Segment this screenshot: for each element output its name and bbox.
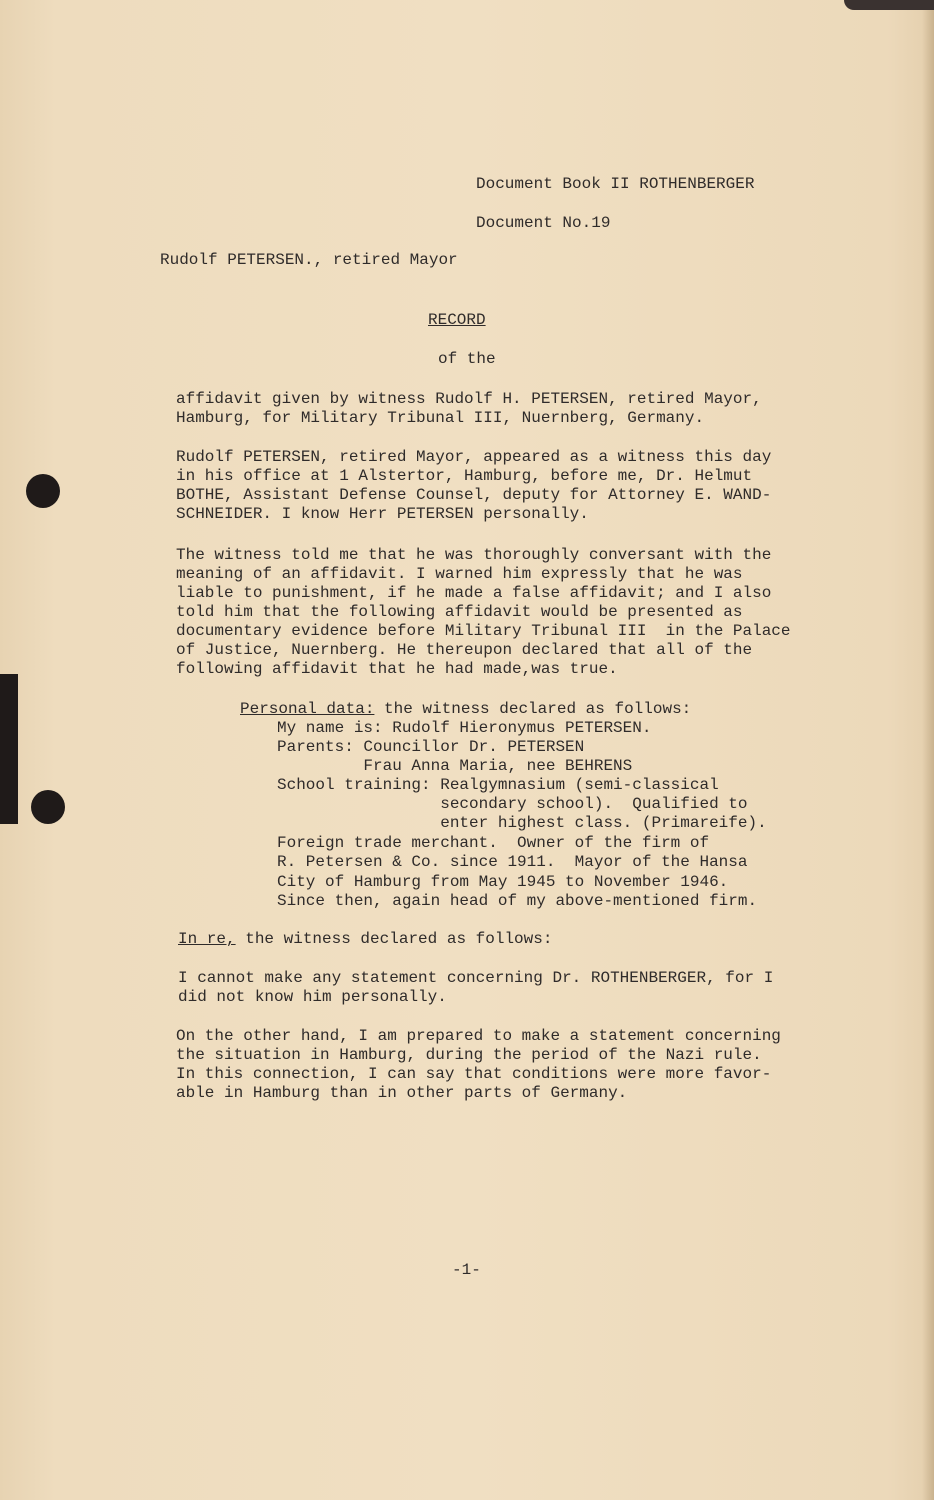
in-re-label: In re, — [178, 930, 236, 948]
in-re-text: the witness declared as follows: — [235, 930, 553, 948]
subject-line: Rudolf PETERSEN., retired Mayor — [160, 251, 458, 269]
text-line: The witness told me that he was thoroughly conversant with the — [176, 546, 772, 564]
text-line: On the other hand, I am prepared to make a statement concerning — [176, 1027, 781, 1045]
text-line: BOTHE, Assistant Defense Counsel, deputy for Attorney E. WAND- — [176, 486, 772, 504]
personal-data-line: R. Petersen & Co. since 1911. Mayor of the Hansa — [277, 853, 748, 871]
personal-data-line: Since then, again head of my above-mentioned firm. — [277, 892, 758, 910]
text-line: able in Hamburg than in other parts of Germany. — [176, 1084, 628, 1102]
in-re-heading — [178, 929, 552, 949]
text-line: Rudolf PETERSEN, retired Mayor, appeared as a witness this day — [176, 448, 772, 466]
document-book-label: Document Book II ROTHENBERGER — [476, 175, 755, 193]
text-line: SCHNEIDER. I know Herr PETERSEN personally. — [176, 505, 589, 523]
personal-data-heading — [240, 699, 691, 719]
record-title: RECORD — [428, 311, 486, 329]
text-line: of Justice, Nuernberg. He thereupon declared that all of the — [176, 641, 753, 659]
text-line: the situation in Hamburg, during the period of the Nazi rule. — [176, 1046, 762, 1064]
page-edge-shadow — [922, 0, 934, 1500]
personal-data-line: secondary school). Qualified to — [277, 795, 748, 813]
top-corner-damage — [844, 0, 934, 10]
punch-hole-top — [26, 474, 60, 508]
text-line: I cannot make any statement concerning Dr. ROTHENBERGER, for I — [178, 969, 774, 987]
text-line: Hamburg, for Military Tribunal III, Nuernberg, Germany. — [176, 409, 705, 427]
document-number: Document No.19 — [476, 214, 611, 232]
personal-data-line: enter highest class. (Primareife). — [277, 814, 767, 832]
personal-data-line: City of Hamburg from May 1945 to November 1946. — [277, 873, 729, 891]
binder-clip — [0, 674, 18, 824]
text-line: meaning of an affidavit. I warned him expressly that he was — [176, 565, 743, 583]
personal-data-line: Foreign trade merchant. Owner of the firm of — [277, 834, 710, 852]
personal-data-line: Frau Anna Maria, nee BEHRENS — [277, 757, 633, 775]
personal-data-line: School training: Realgymnasium (semi-classical — [277, 776, 719, 794]
text-line: liable to punishment, if he made a false affidavit; and I also — [176, 584, 772, 602]
page-number: -1- — [452, 1261, 481, 1279]
personal-data-line: My name is: Rudolf Hieronymus PETERSEN. — [277, 719, 652, 737]
text-line: did not know him personally. — [178, 988, 447, 1006]
personal-data-intro: the witness declared as follows: — [374, 700, 692, 718]
text-line: documentary evidence before Military Tribunal III in the Palace — [176, 622, 791, 640]
punch-hole-bottom — [31, 790, 65, 824]
text-line: In this connection, I can say that conditions were more favor- — [176, 1065, 772, 1083]
text-line: following affidavit that he had made,was true. — [176, 660, 618, 678]
personal-data-line: Parents: Councillor Dr. PETERSEN — [277, 738, 585, 756]
text-line: told him that the following affidavit would be presented as — [176, 603, 743, 621]
personal-data-label: Personal data: — [240, 700, 375, 718]
text-line: in his office at 1 Alstertor, Hamburg, before me, Dr. Helmut — [176, 467, 753, 485]
record-subtitle: of the — [438, 350, 496, 368]
text-line: affidavit given by witness Rudolf H. PETERSEN, retired Mayor, — [176, 390, 762, 408]
